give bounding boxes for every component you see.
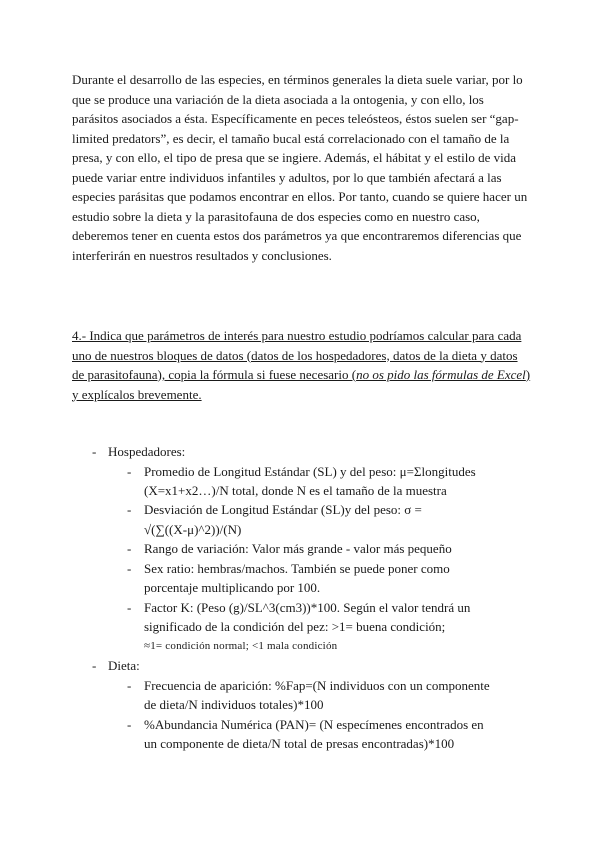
list-item-line: Rango de variación: Valor más grande - valor más pequeño [144,541,452,556]
question-text-italic: no os pido las fórmulas de Excel [356,367,526,382]
section-title-dieta: Dieta: [108,658,140,673]
list-item-line: ≈1= condición normal; <1 mala condición [144,640,338,652]
list-item-line: de dieta/N individuos totales)*100 [144,697,324,712]
list-item-line: Promedio de Longitud Estándar (SL) y del peso: μ=Σlongitudes [144,464,476,479]
list-dash: - [127,502,132,517]
body-text [72,70,532,265]
list-dash: - [127,541,132,556]
list-item-line: Factor K: (Peso (g)/SL^3(cm3))*100. Según el valor tendrá un [144,600,471,615]
list-dash: - [127,678,132,693]
list-dash: - [127,717,132,732]
list-item-line: significado de la condición del pez: >1= buena condición; [144,619,446,634]
list-dash: - [127,561,132,576]
list-dash: - [92,658,97,673]
list-item-line: porcentaje multiplicando por 100. [144,580,321,595]
list-item-line: Sex ratio: hembras/machos. También se puede poner como [144,561,450,576]
list-item-line: Desviación de Longitud Estándar (SL)y del peso: σ = [144,502,422,517]
list-item-line: Frecuencia de aparición: %Fap=(N individuos con un componente [144,678,490,693]
list-item-line: %Abundancia Numérica (PAN)= (N especímenes encontrados en [144,717,484,732]
list-dash: - [127,464,132,479]
section-title-hospedadores: Hospedadores: [108,444,186,459]
question-4 [72,326,532,404]
intro-paragraph: Durante el desarrollo de las especies, en términos generales la dieta suele variar, por lo que se produce una variación de la dieta asociada a la ontogenia, y con ello, los parásitos asociados a ésta. Específicamente en peces teleósteos, éstos suelen ser “gap-limited predators”, es decir, el tamaño bucal está correlacionado con el tamaño de la presa, y con ello, el tipo de presa que se ingiere. Además, el hábitat y el estilo de vida puede variar entre individuos infantiles y adultos, por lo que también afectará a las especies parásitas que podamos encontrar en ellos. Por tanto, cuando se quiere hacer un estudio sobre la dieta y la parasitofauna de dos especies como en nuestro caso, deberemos tener en cuenta estos dos parámetros ya que encontraremos diferencias que interferirán en nuestros resultados y conclusiones. [72,72,528,263]
list-item-line: un componente de dieta/N total de presas encontradas)*100 [144,736,455,751]
list-dash: - [127,600,132,615]
list-item-line: (X=x1+x2…)/N total, donde N es el tamaño de la muestra [144,483,447,498]
question-text-before: 4.- Indica que parámetros de interés para nuestro estudio podríamos calcular para cada uno de nuestros bloques de datos (datos de los hospedadores, datos de la dieta y datos de parasitofauna), copia la fórmula si fuese necesario ( [72,328,522,382]
question-text-after: ) y explícalos brevemente. [72,367,531,402]
list-dash: - [92,444,97,459]
list-item-line: √(∑((X-μ)^2))/(N) [144,522,242,537]
